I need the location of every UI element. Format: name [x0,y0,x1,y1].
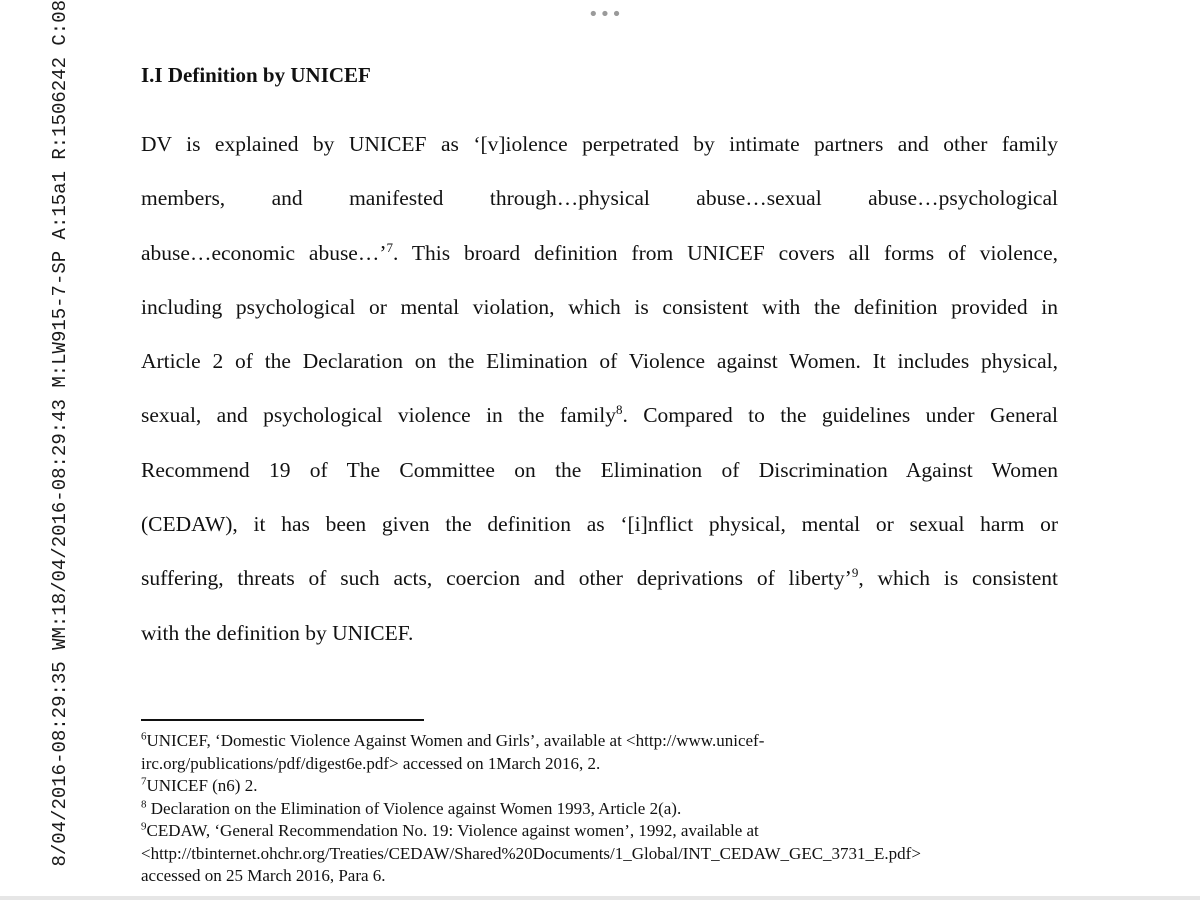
footnote-9-url[interactable]: <http://tbinternet.ohchr.org/Treaties/CEDAW/Shared%20Documents/1_Global/INT_CEDAW_GEC_3731_E.pdf> [141,843,921,863]
paragraph-line: (CEDAW), it has been given the definition as ‘[i]nflict physical, mental or sexual harm or [141,512,1058,537]
footnote-separator [141,719,424,721]
footnote-9-continued: accessed on 25 March 2016, Para 6. [141,866,386,885]
footnote-6-continued: irc.org/publications/pdf/digest6e.pdf> accessed on 1March 2016, 2. [141,753,601,773]
paragraph-text: suffering, threats of such acts, coercion and other deprivations of liberty’ [141,566,852,591]
footnote-number: 9 [141,820,147,833]
footnote-text: Declaration on the Elimination of Violence against Women 1993, Article 2(a). [146,798,682,818]
paragraph-line [141,388,1058,442]
footnote-7 [141,775,1061,798]
paragraph-text: . Compared to the guidelines under General [622,403,1058,428]
footnote-number: 8 [141,797,147,810]
footnote-text: UNICEF (n6) 2. [146,776,258,795]
side-print-stamp [46,0,74,900]
footnote-ref-7[interactable]: 7 [386,239,394,255]
body-paragraph [141,117,1058,660]
paragraph-text: , which is consistent [858,566,1058,591]
paragraph-text: sexual, and psychological violence in the family [141,403,616,428]
footnote-number: 6 [141,730,147,743]
footnote-text: UNICEF, ‘Domestic Violence Against Women and Girls’, available at <http://www.unicef- [146,731,765,750]
paragraph-line: DV is explained by UNICEF as ‘[v]iolence perpetrated by intimate partners and other family [141,132,1058,156]
section-heading: I.I Definition by UNICEF [141,63,371,87]
footnote-number: 7 [141,775,147,788]
footnotes [141,730,1061,888]
paragraph-text: . This broard definition from UNICEF covers all forms of violence, [393,240,1058,265]
paragraph-line: with the definition by UNICEF. [141,620,414,645]
paragraph-line: Recommend 19 of The Committee on the Elimination of Discrimination Against Women [141,457,1058,482]
page-bottom-edge [0,896,1200,900]
paragraph-line: Article 2 of the Declaration on the Elimination of Violence against Women. It includes physical, [141,349,1058,374]
footnote-ref-9[interactable]: 9 [851,565,859,581]
footnote-ref-8[interactable]: 8 [615,402,623,418]
footnote-6 [141,730,1061,753]
side-print-stamp-text: 8/04/2016-08:29:35 WM:18/04/2016-08:29:43 M:LW915-7-SP A:15a1 R:1506242 C:08 [49,0,71,867]
footnote-9 [141,820,1061,843]
footnote-8 [141,798,1061,821]
more-options-icon[interactable]: ••• [588,4,623,25]
paragraph-line: members, and manifested through…physical abuse…sexual abuse…psychological [141,186,1058,211]
footnote-text: CEDAW, ‘General Recommendation No. 19: Violence against women’, 1992, available at [146,821,759,840]
paragraph-line [141,551,1058,605]
paragraph-text: abuse…economic abuse…’ [141,240,387,265]
paragraph-line: including psychological or mental violation, which is consistent with the definition provided in [141,294,1058,319]
paragraph-line [141,226,1058,280]
